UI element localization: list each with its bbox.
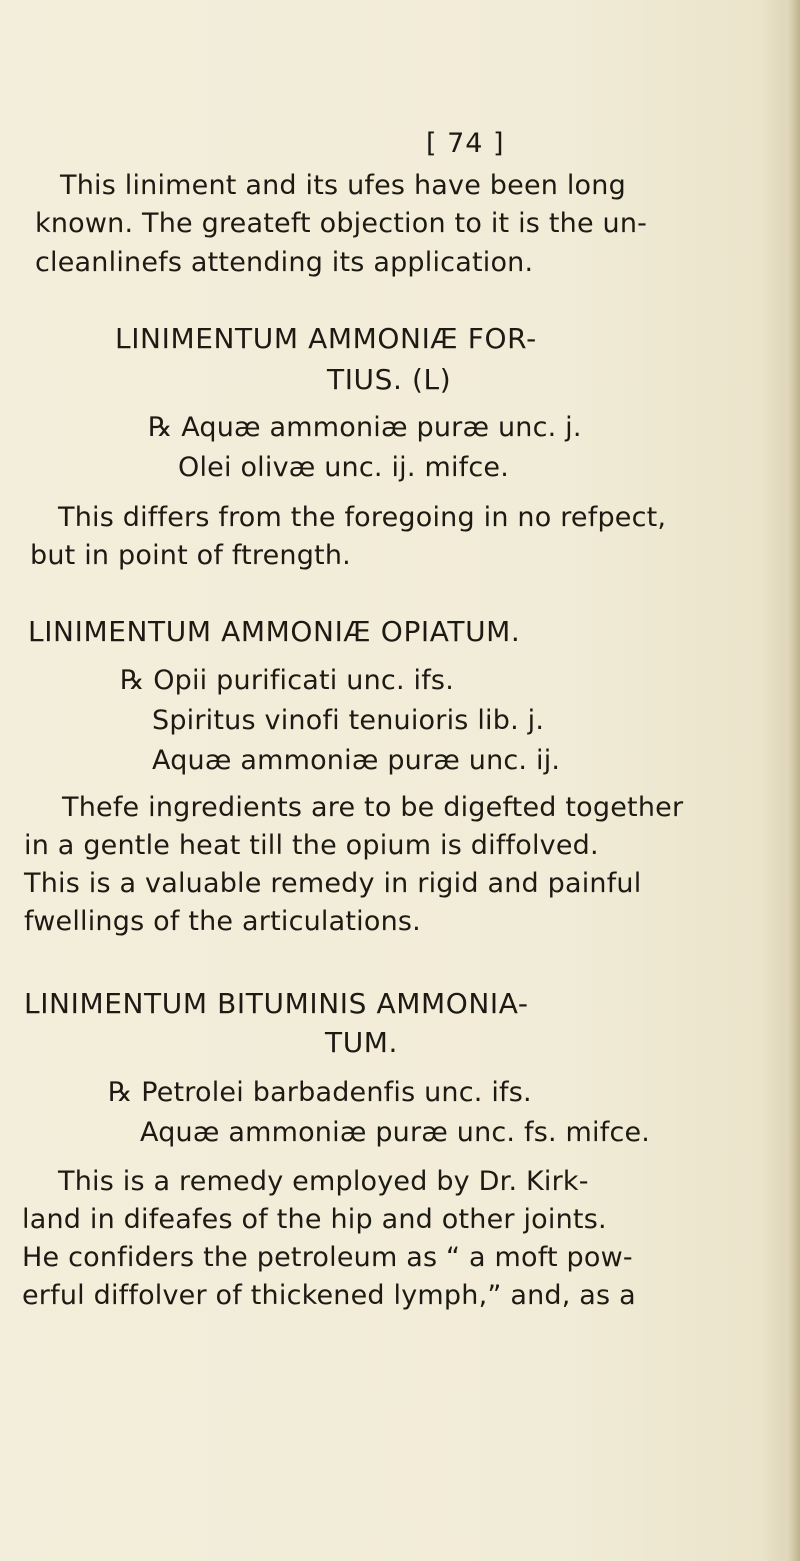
body-line: Thefe ingredients are to be digefted together: [62, 792, 684, 823]
body-line: in a gentle heat till the opium is diffolved.: [24, 830, 599, 861]
body-line: This is a valuable remedy in rigid and painful: [24, 868, 642, 899]
body-line: He confiders the petroleum as “ a moft pow-: [22, 1242, 633, 1273]
section-heading: LINIMENTUM BITUMINIS AMMONIA-: [24, 987, 529, 1020]
page-number: [ 74 ]: [426, 128, 505, 159]
recipe-line: ℞ Opii purificati unc. ifs.: [120, 665, 454, 696]
body-line: This differs from the foregoing in no refpect,: [58, 502, 667, 533]
section-heading: LINIMENTUM AMMONIÆ FOR-: [115, 322, 537, 355]
recipe-line: Aquæ ammoniæ puræ unc. fs. mifce.: [140, 1117, 651, 1148]
recipe-line: Spiritus vinofi tenuioris lib. j.: [152, 705, 545, 736]
page-edge: [786, 0, 800, 1561]
body-line: This is a remedy employed by Dr. Kirk-: [58, 1166, 589, 1197]
intro-line: This liniment and its ufes have been long: [60, 170, 626, 201]
recipe-line: Aquæ ammoniæ puræ unc. ij.: [152, 745, 561, 776]
recipe-line: ℞ Aquæ ammoniæ puræ unc. j.: [148, 412, 582, 443]
section-heading: LINIMENTUM AMMONIÆ OPIATUM.: [28, 615, 521, 648]
section-heading: TUM.: [325, 1026, 399, 1059]
body-line: but in point of ftrength.: [30, 540, 351, 571]
body-line: erful diffolver of thickened lymph,” and, as a: [22, 1280, 636, 1311]
body-line: land in difeafes of the hip and other joints.: [22, 1204, 607, 1235]
intro-line: cleanlinefs attending its application.: [35, 247, 534, 278]
recipe-line: Olei olivæ unc. ij. mifce.: [178, 452, 509, 483]
section-heading: TIUS. (L): [327, 363, 452, 396]
body-line: fwellings of the articulations.: [24, 906, 421, 937]
intro-line: known. The greateft objection to it is the un-: [35, 208, 648, 239]
recipe-line: ℞ Petrolei barbadenfis unc. ifs.: [108, 1077, 532, 1108]
